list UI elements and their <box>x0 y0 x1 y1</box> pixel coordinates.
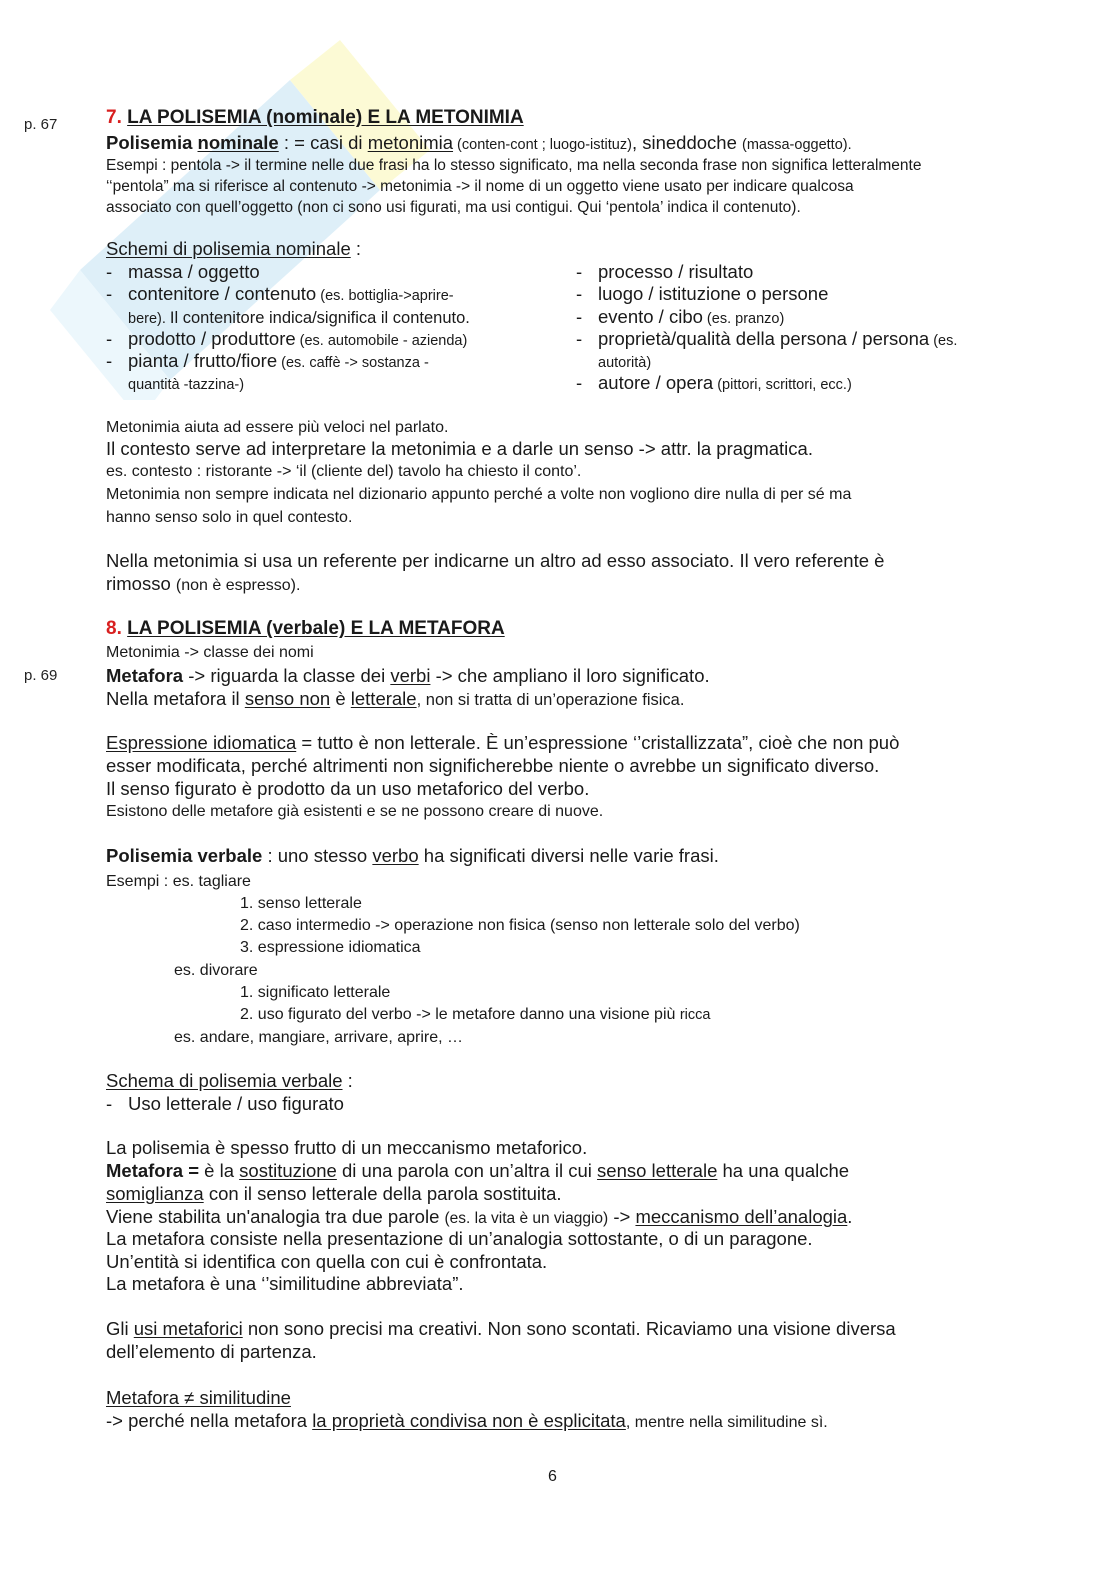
list-item-label: processo / risultato <box>598 261 754 282</box>
list-item: - <box>106 350 113 371</box>
list-item-continuation: bere). Il contenitore indica/significa il contenuto. <box>128 309 470 327</box>
list-item: - <box>106 1093 113 1114</box>
list-item: 1. senso letterale <box>240 895 362 912</box>
list-item-label: autore / opera (pittori, scrittori, ecc.) <box>598 372 852 393</box>
section-8-heading <box>106 618 505 640</box>
other-verb-examples: es. andare, mangiare, arrivare, aprire, … <box>174 1029 464 1046</box>
metaphor-paragraph: La polisemia è spesso frutto di un meccanismo metaforico. <box>106 1137 588 1158</box>
idiomatic-expression-line: Espressione idiomatica = tutto è non letterale. È un’espressione ‘’cristallizzata”, cioè che non può <box>106 732 900 753</box>
example-line-3: associato con quell’oggetto (non ci sono usi figurati, ma usi contigui. Qui ‘pentola’ indica il contenuto). <box>106 199 801 216</box>
metaphor-verbs-line: Metafora -> riguarda la classe dei verbi -> che ampliano il loro significato. <box>106 665 710 686</box>
list-item-label: massa / oggetto <box>128 261 260 282</box>
idiomatic-expression-line: esser modificata, perché altrimenti non significherebbe niente o avrebbe un significato diverso. <box>106 755 880 776</box>
list-item: - <box>576 261 583 282</box>
section-8-number: 8. <box>106 618 122 639</box>
list-item: - <box>576 328 583 349</box>
section-7-title: LA POLISEMIA (nominale) E LA METONIMIA <box>127 107 524 128</box>
list-item-continuation: autorità) <box>598 355 652 371</box>
metaphor-paragraph: La metafora consiste nella presentazione di un’analogia sottostante, o di un paragone. <box>106 1228 813 1249</box>
idiomatic-expression-line: Esistono delle metafore già esistenti e se ne possono creare di nuove. <box>106 803 604 820</box>
metonymy-paragraph: Il contesto serve ad interpretare la metonimia e a darle un senso -> attr. la pragmatica. <box>106 438 813 459</box>
metaphor-vs-simile-title: Metafora ≠ similitudine <box>106 1387 291 1408</box>
metaphor-vs-simile-explanation: -> perché nella metafora la proprietà condivisa non è esplicitata, mentre nella similitudine sì. <box>106 1410 828 1431</box>
metonymy-paragraph: Metonimia non sempre indicata nel dizionario appunto perché a volte non vogliono dire nulla di per sé ma <box>106 486 852 503</box>
list-item-label: evento / cibo (es. pranzo) <box>598 306 785 327</box>
margin-page-ref-69: p. 69 <box>24 667 58 684</box>
metaphoric-uses-paragraph: Gli usi metaforici non sono precisi ma creativi. Non sono scontati. Ricaviamo una visione diversa <box>106 1318 896 1339</box>
examples-tagliare: Esempi : es. tagliare <box>106 873 251 890</box>
metaphor-paragraph: somiglianza con il senso letterale della parola sostituita. <box>106 1183 562 1204</box>
list-item: 3. espressione idiomatica <box>240 939 421 956</box>
metonymy-paragraph: es. contesto : ristorante -> ‘il (cliente del) tavolo ha chiesto il conto’. <box>106 463 582 480</box>
list-item: 2. uso figurato del verbo -> le metafore danno una visione più ricca <box>240 1006 711 1023</box>
list-item: - <box>106 261 113 282</box>
verbal-scheme-title: Schema di polisemia verbale : <box>106 1070 353 1091</box>
list-item-label: proprietà/qualità della persona / persona (es. <box>598 328 958 349</box>
list-item: 1. significato letterale <box>240 984 391 1001</box>
metaphor-paragraph: Metafora = è la sostituzione di una parola con un’altra il cui senso letterale ha una qualche <box>106 1160 850 1181</box>
nominal-polysemy-definition: Polisemia nominale : = casi di metonimia (conten-cont ; luogo-istituz), sineddoche (massa-oggetto). <box>106 132 852 153</box>
list-item: - <box>576 283 583 304</box>
metonymy-paragraph: Metonimia aiuta ad essere più veloci nel parlato. <box>106 419 449 436</box>
list-item-label: prodotto / produttore (es. automobile - azienda) <box>128 328 468 349</box>
list-item: - <box>106 283 113 304</box>
nominal-schemes-title: Schemi di polisemia nominale : <box>106 238 362 259</box>
verbal-polysemy-definition: Polisemia verbale : uno stesso verbo ha significati diversi nelle varie frasi. <box>106 845 719 866</box>
metonymy-paragraph: rimosso (non è espresso). <box>106 573 301 594</box>
example-line-2: ‘‘pentola” ma si riferisce al contenuto -> metonimia -> il nome di un oggetto viene usato per indicare qualcosa <box>106 178 854 195</box>
list-item-continuation: quantità -tazzina-) <box>128 377 245 393</box>
section-8-title: LA POLISEMIA (verbale) E LA METAFORA <box>127 618 505 639</box>
page-number: 6 <box>548 1468 557 1485</box>
example-line-1: Esempi : pentola -> il termine nelle due frasi ha lo stesso significato, ma nella seconda frase non significa letteralmente <box>106 157 922 174</box>
list-item: - <box>106 328 113 349</box>
list-item-label: luogo / istituzione o persone <box>598 283 829 304</box>
examples-divorare: es. divorare <box>174 962 258 979</box>
metaphor-paragraph: La metafora è una ‘’similitudine abbreviata”. <box>106 1273 464 1294</box>
metaphor-paragraph: Viene stabilita un'analogia tra due parole (es. la vita è un viaggio) -> meccanismo dell’analogia. <box>106 1206 853 1227</box>
list-item: - <box>576 306 583 327</box>
section-7-number: 7. <box>106 107 122 128</box>
section-7-heading <box>106 107 524 129</box>
margin-page-ref-67: p. 67 <box>24 116 58 133</box>
metonymy-paragraph: hanno senso solo in quel contesto. <box>106 509 353 526</box>
metonymy-paragraph: Nella metonimia si usa un referente per indicarne un altro ad esso associato. Il vero referente è <box>106 550 885 571</box>
idiomatic-expression-line: Il senso figurato è prodotto da un uso metaforico del verbo. <box>106 778 590 799</box>
list-item-label: Uso letterale / uso figurato <box>128 1093 344 1114</box>
metaphor-paragraph: Un’entità si identifica con quella con cui è confrontata. <box>106 1251 548 1272</box>
metaphor-literal-line: Nella metafora il senso non è letterale, non si tratta di un’operazione fisica. <box>106 688 685 709</box>
list-item-label: pianta / frutto/fiore (es. caffè -> sostanza - <box>128 350 429 371</box>
list-item-label: contenitore / contenuto (es. bottiglia->aprire- <box>128 283 454 304</box>
list-item: 2. caso intermedio -> operazione non fisica (senso non letterale solo del verbo) <box>240 917 800 934</box>
metaphoric-uses-paragraph: dell’elemento di partenza. <box>106 1341 317 1362</box>
metonymy-class-note: Metonimia -> classe dei nomi <box>106 644 314 661</box>
list-item: - <box>576 372 583 393</box>
